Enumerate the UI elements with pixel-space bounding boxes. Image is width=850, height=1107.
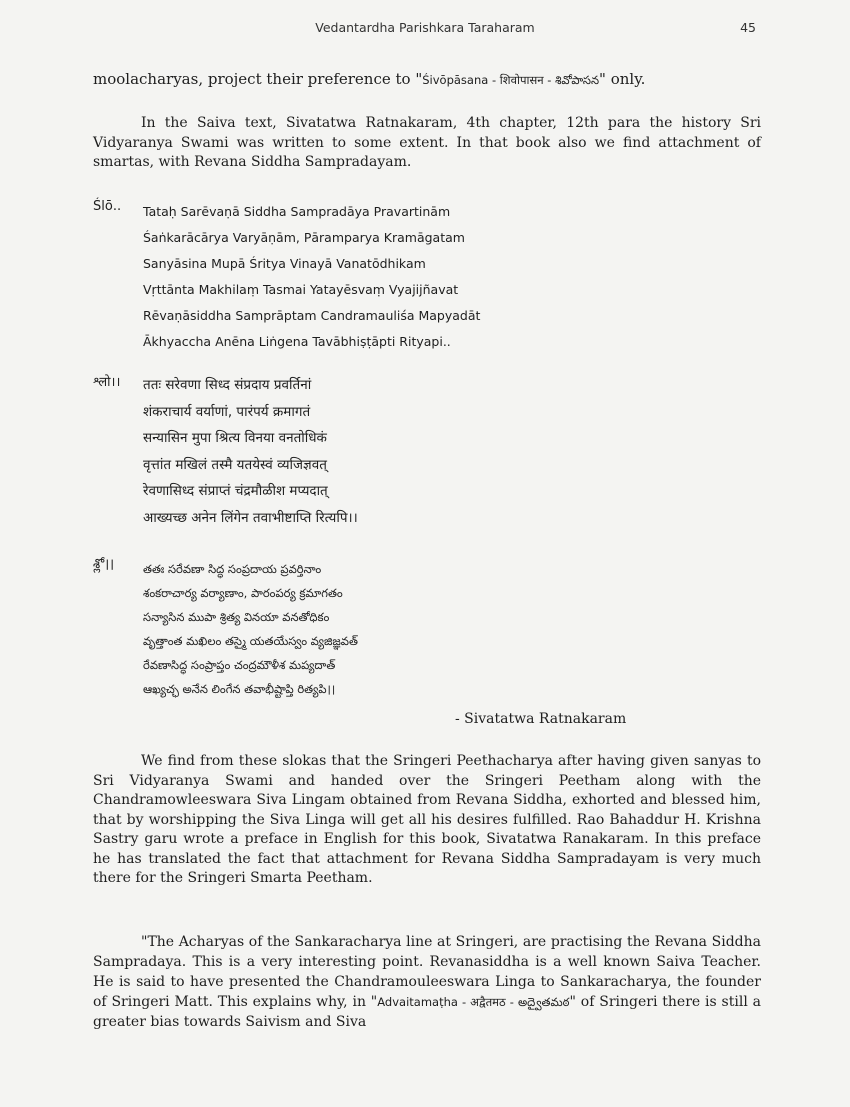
sloka-marker-telugu: శ్లో।। — [93, 557, 115, 572]
advaitamatha-term: Advaitamaṭha - अद्वैतमठ - అద్వైతమఠ — [377, 995, 570, 1009]
page-number: 45 — [740, 20, 756, 35]
sloka-attribution: - Sivatatwa Ratnakaram — [455, 711, 627, 727]
sloka-marker-roman: Ślō.. — [93, 199, 122, 214]
sloka-line: सन्यासिन मुपा श्रित्य विनया वनतोधिकं — [143, 430, 327, 446]
sloka-line: తతః సరేవణా సిద్ధ సంప్రదాయ ప్రవర్తినాం — [143, 562, 322, 576]
sloka-roman-lines — [143, 199, 480, 355]
paragraph-3-text: We find from these slokas that the Sringeri Peethacharya after having given sanyas to Sri Vidyaranya Swami and handed over the Sringeri Peetham along with the Chandramowleeswara Siva Lingam obtained from Revana Siddha, exhorted and blessed him, that by worshipping the Siva Linga will get all his desires fulfilled. Rao Bahaddur H. Krishna Sastry garu wrote a preface in English for this book, Sivatatwa Ranakaram. In this preface he has translated the fact that attachment for Revana Siddha Sampradayam is very much there for the Sringeri Smarta Peetham. — [93, 753, 761, 886]
sloka-line: ఆఖ్యచ్ఛ అనేన లింగేన తవాభీష్టాప్తి రిత్యపి।। — [143, 682, 336, 696]
paragraph-2-text: In the Saiva text, Sivatatwa Ratnakaram, 4th chapter, 12th para the history Sri Vidyaranya Swami was written to some extent. In that book also we find attachment of smartas, with Revana Siddha Sampradayam. — [93, 115, 761, 170]
paragraph-1-text: moolacharyas, project their preference to " — [93, 70, 423, 88]
sloka-telugu-lines — [143, 557, 358, 701]
sloka-devanagari-lines — [143, 372, 358, 531]
sloka-roman — [93, 199, 761, 359]
sloka-telugu — [93, 557, 761, 707]
sloka-line: Vṛttānta Makhilaṃ Tasmai Yatayēsvaṃ Vyajijñavat — [143, 282, 459, 297]
sivopasana-term: Śivōpāsana - शिवोपासन - శివోపాసన — [422, 73, 600, 87]
sloka-line: శంకరాచార్య వర్యాణాం, పారంపర్య క్రమాగతం — [143, 586, 343, 600]
sloka-line: రేవణాసిద్ధ సంప్రాప్తం చంద్రమౌళీశ మప్యదాత్ — [143, 658, 336, 672]
sloka-line: Rēvaṇāsiddha Samprāptam Candramauliśa Mapyadāt — [143, 308, 481, 323]
sloka-line: వృత్తాంత మఖిలం తస్మై యతయేస్వం వ్యజిజ్ఞవత్ — [143, 634, 358, 648]
quotation-text: "The Acharyas of the Sankaracharya line at Sringeri, are practising the Revana Siddha Sampradaya. This is a very interesting point. Revanasiddha is a well known Saiva Teacher. He is said to have presented the Chandramouleeswara Linga to Sankaracharya, the founder of Sringeri Matt. This explains why, in " — [93, 934, 761, 1010]
quotation-tail: " of Sringeri there is still a greater bias towards Saivism and Siva — [93, 994, 761, 1030]
sloka-marker-devanagari: श्लो।। — [93, 375, 121, 390]
paragraph-2 — [93, 114, 761, 173]
paragraph-3 — [93, 752, 761, 889]
sloka-line: शंकराचार्य वर्याणां, पारंपर्य क्रमागतं — [143, 403, 311, 420]
sloka-line: Ākhyaccha Anēna Liṅgena Tavābhiṣṭāpti Rityapi.. — [143, 334, 451, 349]
sloka-line: Śaṅkarācārya Varyāṇām, Pāramparya Kramāgatam — [143, 230, 465, 245]
sloka-line: वृत्तांत मखिलं तस्मै यतयेस्वं व्यजिज्ञवत् — [143, 456, 327, 473]
sloka-devanagari — [93, 372, 761, 534]
sloka-line: Sanyāsina Mupā Śritya Vinayā Vanatōdhikam — [143, 256, 426, 271]
running-title: Vedantardha Parishkara Taraharam — [315, 20, 535, 35]
sloka-line: సన్యాసిన ముపా శ్రిత్య వినయా వనతోధికం — [143, 610, 330, 624]
sloka-line: आख्यच्छ अनेन लिंगेन तवाभीष्टाप्ति रित्यपि।। — [143, 509, 358, 526]
quotation — [93, 932, 761, 1032]
page-header — [0, 20, 850, 36]
paragraph-1 — [93, 70, 761, 91]
sloka-line: ततः सरेवणा सिध्द संप्रदाय प्रवर्तिनां — [143, 377, 312, 393]
sloka-line: रेवणासिध्द संप्राप्तं चंद्रमौळीश मप्यदात् — [143, 483, 328, 499]
paragraph-1-tail: " only. — [599, 70, 646, 88]
sloka-line: Tataḥ Sarēvaṇā Siddha Sampradāya Pravartinām — [143, 204, 451, 219]
